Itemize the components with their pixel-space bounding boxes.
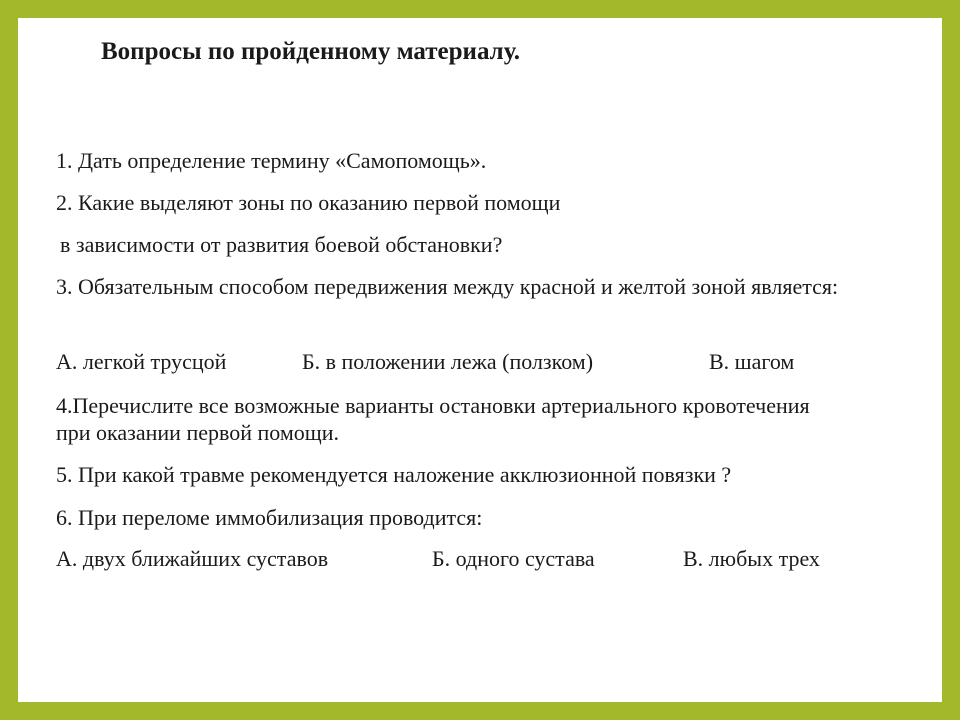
question-3: 3. Обязательным способом передвижения между красной и желтой зоной является: <box>56 274 839 299</box>
question-6-option-b: Б. одного сустава <box>432 546 595 571</box>
question-6-option-a: А. двух ближайших суставов <box>56 546 329 571</box>
question-1: 1. Дать определение термину «Самопомощь». <box>56 148 487 173</box>
question-3-option-a: А. легкой трусцой <box>56 349 227 374</box>
slide-title: Вопросы по пройденному материалу. <box>101 38 520 65</box>
question-2-line-1: 2. Какие выделяют зоны по оказанию первой помощи <box>56 190 561 215</box>
question-3-option-b: Б. в положении лежа (ползком) <box>302 349 594 374</box>
question-4: 4.Перечислите все возможные варианты остановки артериального кровотечения при оказании первой помощи. <box>56 393 810 445</box>
question-6-option-c: В. любых трех <box>683 546 820 571</box>
question-5: 5. При какой травме рекомендуется наложение акклюзионной повязки ? <box>56 462 732 487</box>
question-3-option-c: В. шагом <box>709 349 795 374</box>
question-6: 6. При переломе иммобилизация проводится: <box>56 505 483 530</box>
question-2-line-2: в зависимости от развития боевой обстановки? <box>60 232 503 257</box>
